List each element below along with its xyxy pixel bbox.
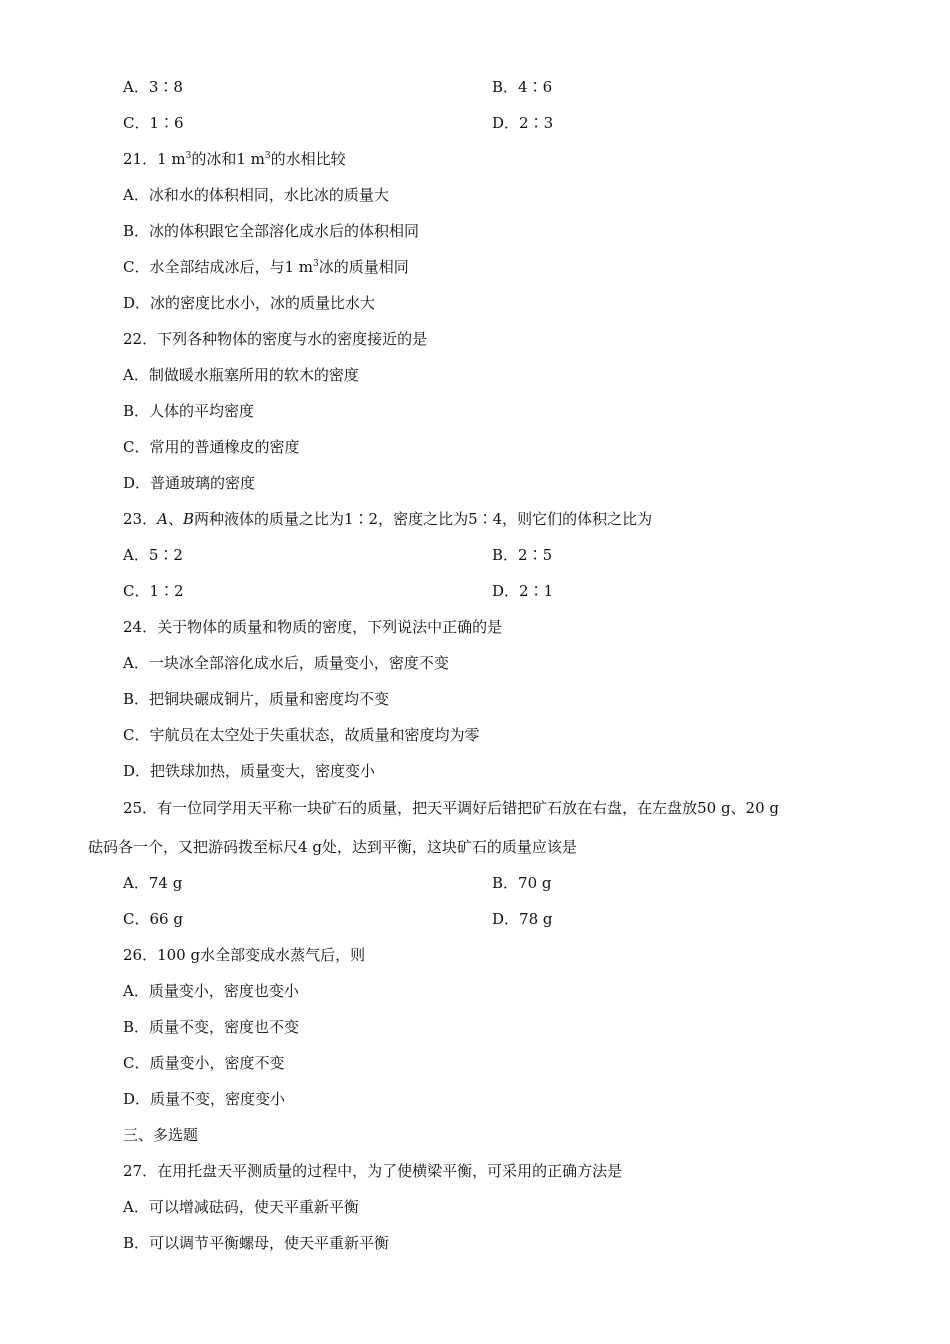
q25-option-d: D．78 g	[492, 910, 553, 928]
q22-option-d: D．普通玻璃的密度	[123, 474, 256, 492]
q26-stem: 26．100 g水全部变成水蒸气后，则	[123, 946, 366, 964]
q24-option-d: D．把铁球加热，质量变大，密度变小	[123, 762, 376, 780]
q21-option-b: B．冰的体积跟它全部溶化成水后的体积相同	[123, 222, 420, 240]
q21-stem: 21．1 $m^3$的冰和1 $m^3$的水相比较	[123, 150, 346, 168]
q25-stem-line1: 25．有一位同学用天平称一块矿石的质量，把天平调好后错把矿石放在右盘，在左盘放50 g、20 g	[123, 799, 780, 817]
section-heading-multiple-choice: 三、多选题	[123, 1126, 199, 1144]
q23-option-d: D．2∶1	[492, 582, 554, 600]
q22-option-a: A．制做暖水瓶塞所用的软木的密度	[123, 366, 359, 384]
q23-stem: 23．A、B两种液体的质量之比为1∶2，密度之比为5∶4，则它们的体积之比为	[123, 510, 653, 528]
q27-option-a: A．可以增减砝码，使天平重新平衡	[123, 1198, 359, 1216]
q24-option-b: B．把铜块碾成铜片，质量和密度均不变	[123, 690, 390, 708]
q25-stem-line2: 砝码各一个，又把游码拨至标尺4 g处，达到平衡，这块矿石的质量应该是	[88, 838, 577, 856]
q21-option-d: D．冰的密度比水小，冰的质量比水大	[123, 294, 376, 312]
q20-option-b: B．4∶6	[492, 78, 553, 96]
q24-option-c: C．宇航员在太空处于失重状态，故质量和密度均为零	[123, 726, 480, 744]
q25-option-a: A．74 g	[123, 874, 183, 892]
q22-option-b: B．人体的平均密度	[123, 402, 255, 420]
q26-option-b: B．质量不变，密度也不变	[123, 1018, 300, 1036]
q27-option-b: B．可以调节平衡螺母，使天平重新平衡	[123, 1234, 390, 1252]
q25-option-b: B．70 g	[492, 874, 552, 892]
q20-option-d: D．2∶3	[492, 114, 554, 132]
q26-option-c: C．质量变小，密度不变	[123, 1054, 285, 1072]
q22-stem: 22．下列各种物体的密度与水的密度接近的是	[123, 330, 428, 348]
q27-stem: 27．在用托盘天平测质量的过程中，为了使横梁平衡，可采用的正确方法是	[123, 1162, 623, 1180]
q20-option-a: A．3∶8	[123, 78, 183, 96]
q21-option-c: C．水全部结成冰后，与1 $m^3$冰的质量相同	[123, 258, 409, 276]
q26-option-d: D．质量不变，密度变小	[123, 1090, 286, 1108]
q25-option-c: C．66 g	[123, 910, 183, 928]
q24-option-a: A．一块冰全部溶化成水后，质量变小，密度不变	[123, 654, 449, 672]
q23-option-a: A．5∶2	[123, 546, 183, 564]
q22-option-c: C．常用的普通橡皮的密度	[123, 438, 300, 456]
q26-option-a: A．质量变小，密度也变小	[123, 982, 299, 1000]
q24-stem: 24．关于物体的质量和物质的密度，下列说法中正确的是	[123, 618, 503, 636]
q23-option-b: B．2∶5	[492, 546, 553, 564]
q21-option-a: A．冰和水的体积相同，水比冰的质量大	[123, 186, 389, 204]
q20-option-c: C．1∶6	[123, 114, 184, 132]
q23-option-c: C．1∶2	[123, 582, 184, 600]
